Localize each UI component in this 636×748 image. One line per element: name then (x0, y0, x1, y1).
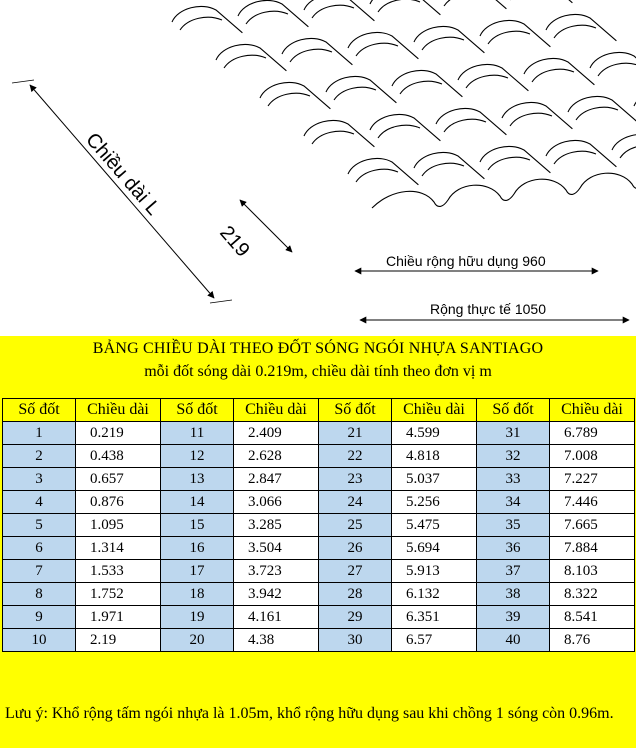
note-text: Lưu ý: Khổ rộng tấm ngói nhựa là 1.05m, khổ rộng hữu dụng sau khi chồng 1 sóng còn 0.96m. (5, 705, 614, 722)
wave-count-cell: 35 (477, 514, 550, 537)
tile-step (172, 6, 242, 32)
length-table (2, 398, 635, 652)
wave-count-cell: 22 (319, 445, 392, 468)
column-header: Chiều dài (550, 399, 635, 422)
tile-step (502, 0, 572, 3)
wave-count-cell: 21 (319, 422, 392, 445)
tile-step (458, 64, 528, 90)
length-cell: 3.723 (234, 560, 319, 583)
wave-count-cell: 7 (3, 560, 76, 583)
length-cell: 6.351 (392, 606, 477, 629)
length-cell: 7.446 (550, 491, 635, 514)
length-table-panel (0, 336, 636, 748)
table-row (3, 537, 635, 560)
length-cell: 1.971 (76, 606, 161, 629)
length-cell: 4.38 (234, 629, 319, 652)
roof-tile-sheet (172, 0, 636, 208)
tile-step (304, 0, 374, 21)
tile-step (480, 20, 550, 46)
wave-count-cell: 10 (3, 629, 76, 652)
column-header: Chiều dài (234, 399, 319, 422)
table-title: BẢNG CHIỀU DÀI THEO ĐỐT SÓNG NGÓI NHỰA SANTIAGO (92, 340, 544, 357)
length-cell: 1.533 (76, 560, 161, 583)
table-row (3, 514, 635, 537)
wave-count-cell: 17 (161, 560, 234, 583)
length-cell: 4.599 (392, 422, 477, 445)
wave-count-cell: 34 (477, 491, 550, 514)
tile-front-edge (372, 161, 636, 208)
wave-count-cell: 23 (319, 468, 392, 491)
table-row (3, 629, 635, 652)
length-label: Chiều dài L (81, 128, 165, 220)
table-header-row (3, 399, 635, 422)
wave-count-cell: 1 (3, 422, 76, 445)
wave-count-cell: 36 (477, 537, 550, 560)
length-cell: 3.285 (234, 514, 319, 537)
wave-count-cell: 12 (161, 445, 234, 468)
tile-step (590, 52, 636, 78)
tile-step (436, 108, 506, 134)
length-cell: 1.314 (76, 537, 161, 560)
tile-step (414, 26, 484, 52)
table-row (3, 606, 635, 629)
length-cell: 4.161 (234, 606, 319, 629)
length-cell: 5.694 (392, 537, 477, 560)
length-cell: 2.628 (234, 445, 319, 468)
tile-step (568, 96, 636, 122)
length-cell: 6.57 (392, 629, 477, 652)
table-row (3, 422, 635, 445)
length-cell: 8.76 (550, 629, 635, 652)
wave-length-label: 219 (215, 221, 254, 262)
length-cell: 7.665 (550, 514, 635, 537)
wave-count-cell: 33 (477, 468, 550, 491)
tile-step (612, 134, 636, 160)
column-header: Chiều dài (76, 399, 161, 422)
wave-count-cell: 15 (161, 514, 234, 537)
table-row (3, 445, 635, 468)
length-cell: 2.409 (234, 422, 319, 445)
wave-count-cell: 3 (3, 468, 76, 491)
length-cell: 3.942 (234, 583, 319, 606)
length-cell: 4.818 (392, 445, 477, 468)
tile-step (282, 38, 352, 64)
length-cell: 0.219 (76, 422, 161, 445)
tile-step (216, 44, 286, 70)
tile-step (370, 114, 440, 140)
table-row (3, 468, 635, 491)
tile-step (524, 58, 594, 84)
wave-count-cell: 18 (161, 583, 234, 606)
useful-width-label: Chiều rộng hữu dụng 960 (386, 253, 546, 269)
column-header: Số đốt (3, 399, 76, 422)
tile-step (436, 0, 506, 9)
length-cell: 1.095 (76, 514, 161, 537)
wave-count-cell: 6 (3, 537, 76, 560)
wave-count-cell: 30 (319, 629, 392, 652)
wave-count-cell: 25 (319, 514, 392, 537)
tile-step (238, 0, 308, 26)
length-cell: 3.504 (234, 537, 319, 560)
actual-width-label: Rộng thực tế 1050 (430, 301, 547, 317)
tile-step (546, 140, 616, 166)
column-header: Số đốt (477, 399, 550, 422)
length-cell: 8.103 (550, 560, 635, 583)
tile-step (480, 146, 550, 172)
wave-count-cell: 14 (161, 491, 234, 514)
length-cell: 5.037 (392, 468, 477, 491)
length-dimension (12, 80, 232, 303)
length-cell: 5.913 (392, 560, 477, 583)
length-cell: 2.847 (234, 468, 319, 491)
length-cell: 7.884 (550, 537, 635, 560)
wave-count-cell: 37 (477, 560, 550, 583)
wave-count-cell: 2 (3, 445, 76, 468)
length-cell: 1.752 (76, 583, 161, 606)
wave-count-cell: 40 (477, 629, 550, 652)
length-cell: 7.227 (550, 468, 635, 491)
table-subtitle: mỗi đốt sóng dài 0.219m, chiều dài tính theo đơn vị m (144, 363, 492, 380)
tile-step (348, 158, 418, 184)
length-cell: 2.19 (76, 629, 161, 652)
tile-step (392, 70, 462, 96)
length-cell: 6.789 (550, 422, 635, 445)
wave-count-cell: 29 (319, 606, 392, 629)
length-cell: 0.438 (76, 445, 161, 468)
roof-tile-drawing (0, 0, 636, 336)
roof-tile-diagram (0, 0, 636, 336)
wave-count-cell: 32 (477, 445, 550, 468)
length-cell: 8.322 (550, 583, 635, 606)
tile-step (414, 152, 484, 178)
wave-count-cell: 26 (319, 537, 392, 560)
wave-count-cell: 11 (161, 422, 234, 445)
wave-count-cell: 8 (3, 583, 76, 606)
tile-step (370, 0, 440, 15)
wave-count-cell: 19 (161, 606, 234, 629)
length-cell: 0.657 (76, 468, 161, 491)
tile-step (502, 102, 572, 128)
length-cell: 3.066 (234, 491, 319, 514)
wave-count-cell: 39 (477, 606, 550, 629)
length-cell: 8.541 (550, 606, 635, 629)
wave-count-cell: 5 (3, 514, 76, 537)
wave-count-cell: 31 (477, 422, 550, 445)
length-cell: 6.132 (392, 583, 477, 606)
wave-count-cell: 20 (161, 629, 234, 652)
wave-count-cell: 16 (161, 537, 234, 560)
wave-count-cell: 27 (319, 560, 392, 583)
table-row (3, 583, 635, 606)
length-cell: 7.008 (550, 445, 635, 468)
tile-step (348, 32, 418, 58)
tile-step (304, 120, 374, 146)
wave-count-cell: 28 (319, 583, 392, 606)
tile-step (260, 82, 330, 108)
tile-step (326, 76, 396, 102)
wave-count-cell: 24 (319, 491, 392, 514)
length-cell: 5.475 (392, 514, 477, 537)
table-row (3, 491, 635, 514)
length-cell: 0.876 (76, 491, 161, 514)
table-row (3, 560, 635, 583)
length-cell: 5.256 (392, 491, 477, 514)
wave-count-cell: 9 (3, 606, 76, 629)
column-header: Số đốt (161, 399, 234, 422)
wave-count-cell: 38 (477, 583, 550, 606)
wave-count-cell: 4 (3, 491, 76, 514)
tile-step (546, 14, 616, 40)
column-header: Số đốt (319, 399, 392, 422)
column-header: Chiều dài (392, 399, 477, 422)
wave-count-cell: 13 (161, 468, 234, 491)
